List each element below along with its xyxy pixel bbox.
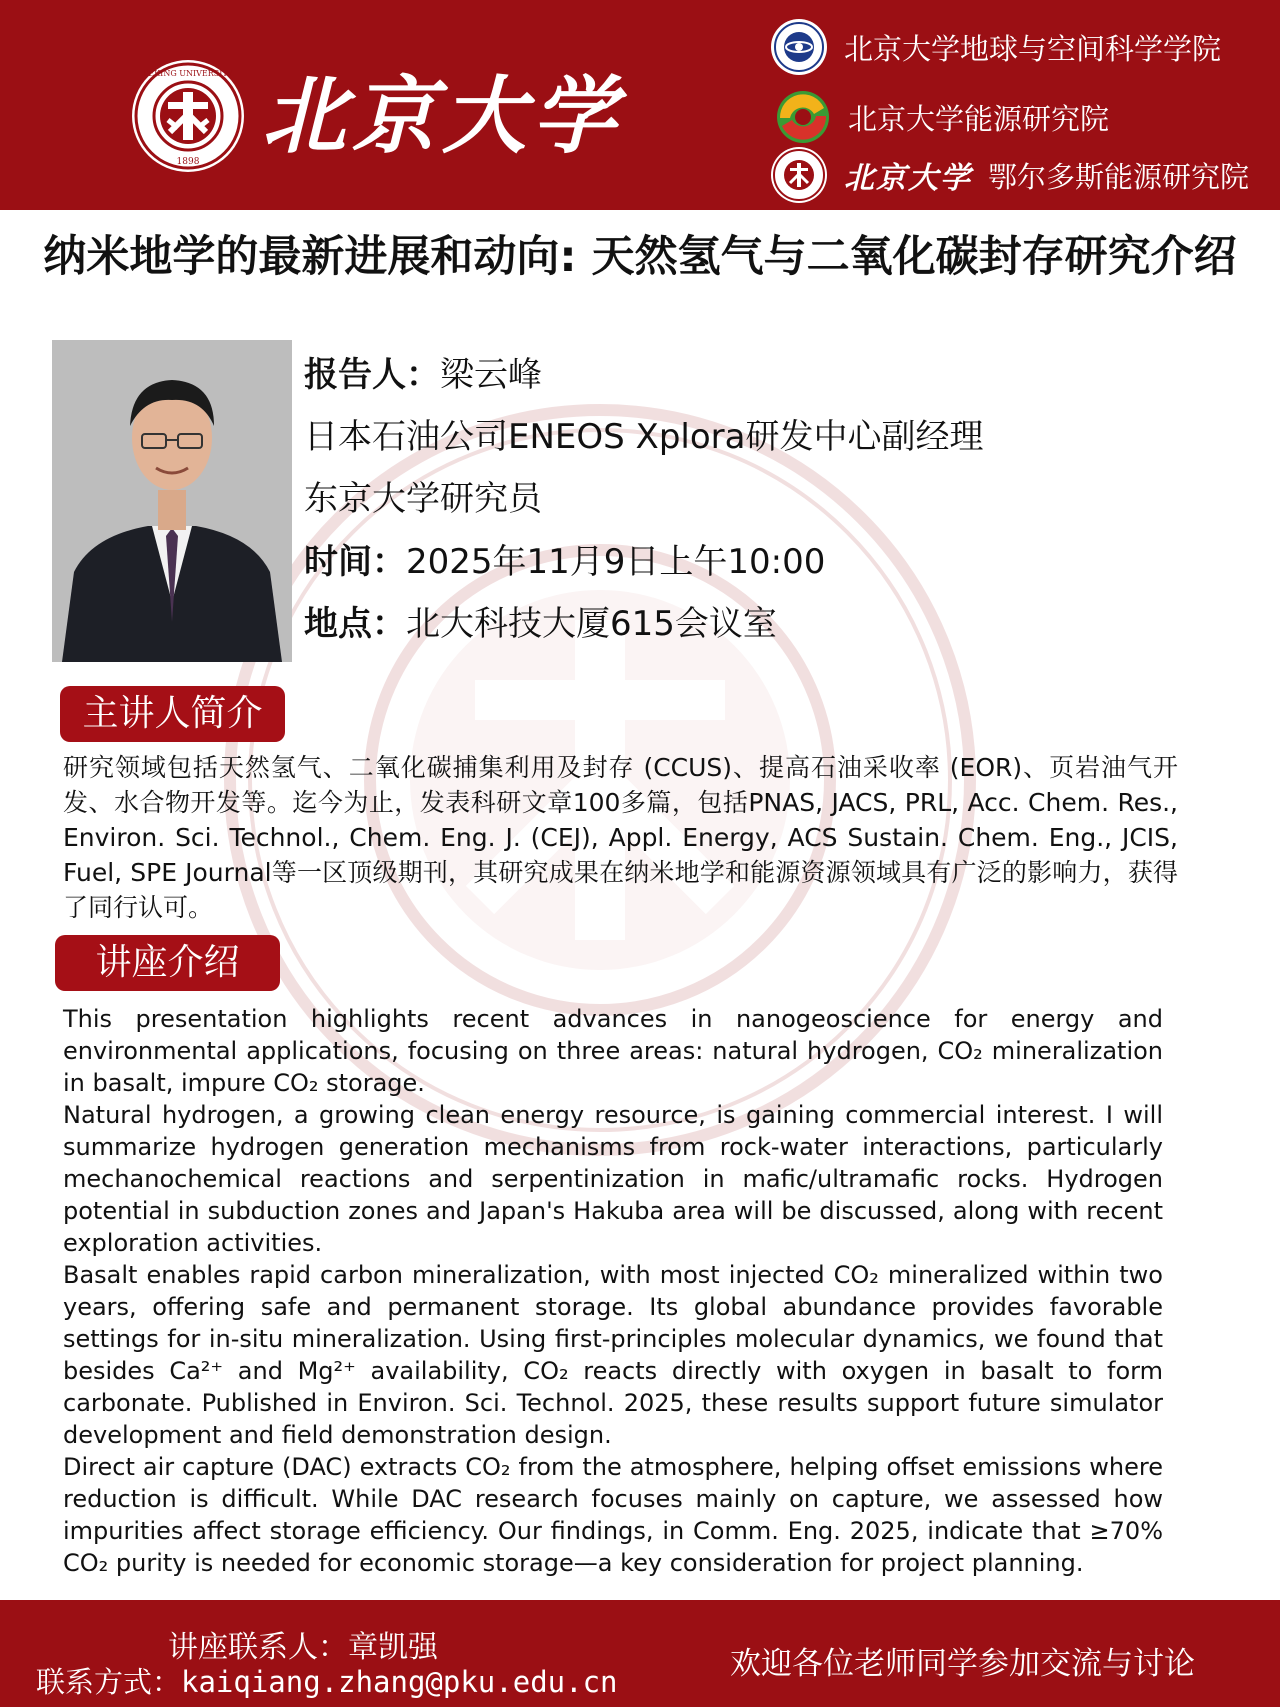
institute3-prefix: 北京大学	[844, 161, 972, 196]
header-banner	[0, 0, 1280, 210]
abstract-paragraph: This presentation highlights recent advances in nanogeoscience for energy and environmental applications, focusing on three areas: natural hydrogen, CO₂ mineralization in basalt, impure CO₂ storage.	[63, 1005, 1163, 1097]
contact-person: 讲座联系人：章凯强	[168, 1630, 438, 1665]
institute-name: 鄂尔多斯能源研究院	[988, 159, 1250, 194]
university-name: 北京大学	[262, 66, 623, 165]
institute-earth-space	[770, 18, 1221, 76]
earth-space-school-logo-icon	[770, 18, 828, 76]
lecture-abstract	[63, 1003, 1163, 1579]
lecture-title: 纳米地学的最新进展和动向: 天然氢气与二氧化碳封存研究介绍	[43, 232, 1237, 282]
pku-mini-seal-icon	[770, 146, 828, 204]
speaker-photo	[52, 340, 292, 662]
location-row	[304, 602, 777, 646]
footer-banner	[0, 1600, 1280, 1707]
location-label: 地点：	[304, 604, 406, 644]
time-label: 时间：	[304, 542, 406, 582]
lecture-section-label: 讲座介绍	[55, 935, 280, 991]
energy-institute-logo-icon	[774, 88, 832, 146]
contact-email: 联系方式：kaiqiang.zhang@pku.edu.cn	[36, 1665, 618, 1699]
speaker-label: 报告人：	[304, 355, 440, 395]
speaker-row	[304, 353, 542, 397]
institute-name: 北京大学地球与空间科学学院	[844, 31, 1222, 66]
time-value: 2025年11月9日上午10:00	[406, 542, 826, 582]
abstract-paragraph: Basalt enables rapid carbon mineralization, with most injected CO₂ mineralized within two years, offering safe and permanent storage. Its global abundance provides favorable settings for in-situ mineralization. Using first-principles molecular dynamics, we found that besides Ca²⁺ and Mg²⁺ availability, CO₂ reacts directly with oxygen in basalt to form carbonate. Published in Environ. Sci. Technol. 2025, these results support future simulator development and field demonstration design.	[63, 1261, 1163, 1449]
speaker-affiliation-1: 日本石油公司ENEOS Xplora研发中心副经理	[304, 417, 984, 457]
institute-ordos	[770, 146, 1249, 204]
time-row	[304, 540, 825, 584]
abstract-paragraph: Direct air capture (DAC) extracts CO₂ from the atmosphere, helping offset emissions where reduction is difficult. While DAC research focuses mainly on capture, we assessed how impurities affect storage efficiency. Our findings, in Comm. Eng. 2025, indicate that ≥70% CO₂ purity is needed for economic storage—a key consideration for project planning.	[63, 1453, 1163, 1577]
bio-section-label: 主讲人简介	[60, 686, 285, 742]
pku-seal-logo	[130, 58, 246, 174]
abstract-paragraph: Natural hydrogen, a growing clean energy resource, is gaining commercial interest. I will summarize hydrogen generation mechanisms from rock-water interactions, particularly mechanochemical reactions and serpentinization in mafic/ultramafic rocks. Hydrogen potential in subduction zones and Japan's Hakuba area will be discussed, along with recent exploration activities.	[63, 1101, 1163, 1257]
seal-year: 1898	[176, 157, 200, 167]
speaker-affiliation-2: 东京大学研究员	[304, 479, 542, 519]
speaker-bio: 研究领域包括天然氢气、二氧化碳捕集利用及封存 (CCUS)、提高石油采收率 (EOR)、页岩油气开发、水合物开发等。迄今为止，发表科研文章100多篇，包括PNAS, JACS, PRL, Acc. Chem. Res., Environ. Sci. Technol., Chem. Eng. J. (CEJ), Appl. Energy, ACS Sustain. Chem. Eng., JCIS, Fuel, SPE Journal等一区顶级期刊，其研究成果在纳米地学和能源资源领域具有广泛的影响力，获得了同行认可。	[63, 753, 1178, 922]
welcome-text: 欢迎各位老师同学参加交流与讨论	[730, 1646, 1195, 1682]
institute-energy	[774, 88, 1109, 146]
institute-name: 北京大学能源研究院	[848, 101, 1110, 136]
seal-letters: PEKING UNIVERSITY	[142, 69, 234, 78]
location-value: 北大科技大厦615会议室	[406, 604, 777, 644]
speaker-name: 梁云峰	[440, 355, 542, 395]
